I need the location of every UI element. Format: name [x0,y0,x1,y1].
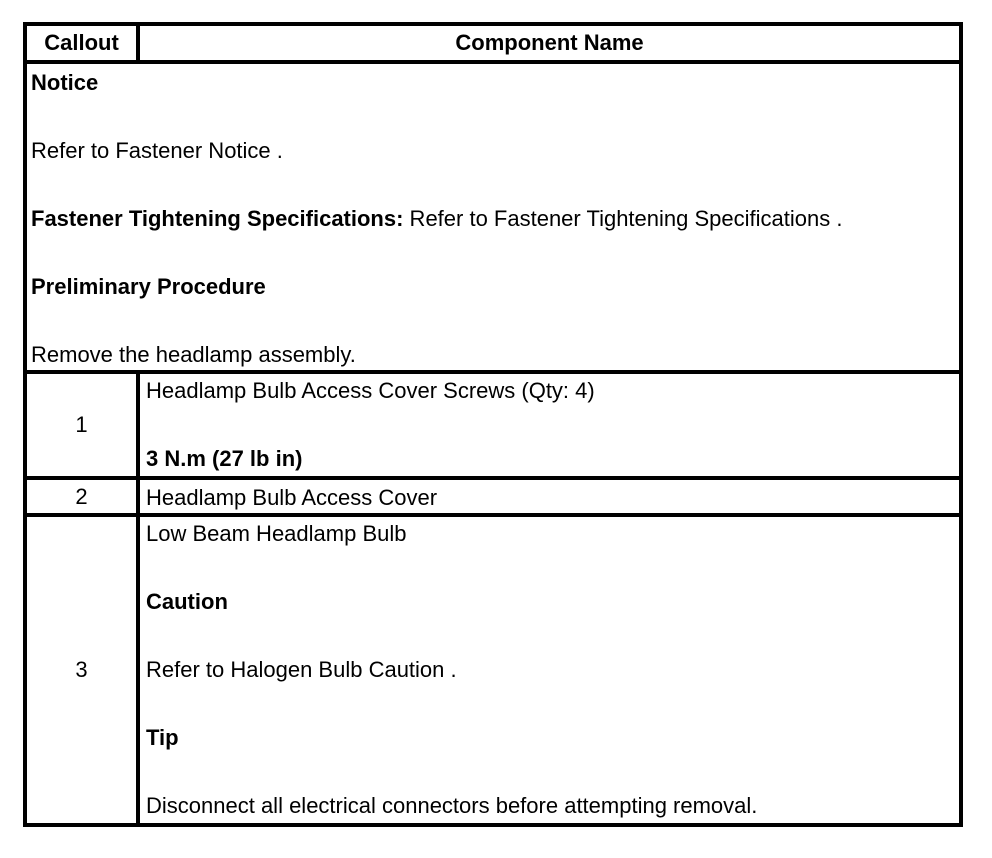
intro-cell [25,62,961,372]
caution-heading: Caution [146,589,228,614]
header-row [25,24,961,62]
fastener-spec-text: Refer to Fastener Tightening Specifications . [403,206,843,231]
component-cell [138,478,961,515]
component-table [23,22,963,827]
callout-cell: 3 [25,515,138,825]
notice-heading: Notice [31,70,99,95]
tip-heading: Tip [146,725,179,750]
fastener-spec-label: Fastener Tightening Specifications: [31,206,404,231]
component-cell [138,372,961,478]
caution-text: Refer to Halogen Bulb Caution . [146,657,457,682]
component-name: Headlamp Bulb Access Cover Screws (Qty: 4) [146,378,595,403]
notice-text: Refer to Fastener Notice . [31,138,283,163]
tip-text: Disconnect all electrical connectors before attempting removal. [146,793,758,818]
callout-cell: 1 [25,372,138,478]
preliminary-procedure-heading: Preliminary Procedure [31,274,266,299]
intro-row [25,62,961,372]
table-row [25,372,961,478]
callout-header: Callout [25,24,138,62]
preliminary-procedure-text: Remove the headlamp assembly. [31,342,356,367]
component-name-header: Component Name [138,24,961,62]
callout-cell: 2 [25,478,138,515]
component-cell [138,515,961,825]
torque-spec: 3 N.m (27 lb in) [146,446,303,471]
table-row [25,515,961,825]
table-row [25,478,961,515]
component-name: Headlamp Bulb Access Cover [146,485,438,510]
fastener-spec-line [31,206,953,232]
component-name: Low Beam Headlamp Bulb [146,521,407,546]
